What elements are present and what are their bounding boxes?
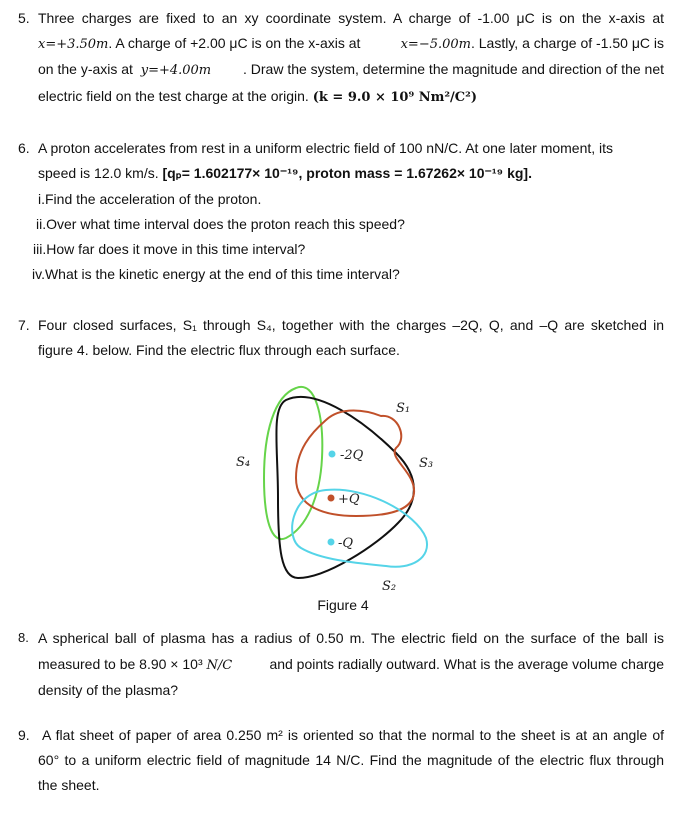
q8-line-3: density of the plasma? xyxy=(38,682,179,698)
q9-line-1: A flat sheet of paper of area 0.250 m² is oriented so that the normal to the sheet is at an angle of xyxy=(42,727,664,743)
q6-line-2: speed is 12.0 km/s. [qₚ= 1.602177× 10⁻¹⁹, proton mass = 1.67262× 10⁻¹⁹ kg]. xyxy=(38,165,532,181)
figure-4-diagram xyxy=(226,378,456,598)
q5-line-3: on the y-axis at y=+4.00m . Draw the system, determine the magnitude and direction of the net xyxy=(38,61,664,78)
question-number: 7. xyxy=(18,317,30,333)
charge-neg2q xyxy=(329,451,336,458)
constant-k: (k = 9.0 × 10⁹ Nm²/C²) xyxy=(312,90,477,105)
charge-label-posq: +Q xyxy=(338,492,360,507)
surface-label-s1: S₁ xyxy=(396,401,411,416)
q8-line-2: measured to be 8.90 × 10³ N/C and points radially outward. What is the average volume charge xyxy=(38,656,664,673)
question-number: 5. xyxy=(18,10,30,26)
q8-line-1: A spherical ball of plasma has a radius of 0.50 m. The electric field on the surface of the ball is xyxy=(38,630,664,646)
q7-line-1: Four closed surfaces, S₁ through S₄, together with the charges –2Q, Q, and –Q are sketched in xyxy=(38,317,664,333)
q5-line-2: x=+3.50m. A charge of +2.00 μC is on the x-axis at x=−5.00m. Lastly, a charge of -1.50 μC is xyxy=(38,35,664,52)
question-number: 6. xyxy=(18,140,30,156)
charge-label-negq: -Q xyxy=(338,536,354,551)
surface-label-s4: S₄ xyxy=(236,455,251,470)
q9-line-3: the sheet. xyxy=(38,777,100,793)
q6-item-i: i.Find the acceleration of the proton. xyxy=(38,191,262,207)
charge-posq xyxy=(328,495,335,502)
question-number: 9. xyxy=(18,727,30,743)
surface-label-s3: S₃ xyxy=(419,456,434,471)
q6-line-1: A proton accelerates from rest in a uniform electric field of 100 nN/C. At one later moment, its xyxy=(38,140,614,156)
figure-caption: Figure 4 xyxy=(317,597,369,613)
q6-item-ii: ii.Over what time interval does the proton reach this speed? xyxy=(36,216,405,232)
question-number: 8. xyxy=(18,630,29,645)
surface-label-s2: S₂ xyxy=(382,579,397,594)
q6-item-iv: iv.What is the kinetic energy at the end of this time interval? xyxy=(32,266,400,282)
q5-line-4: electric field on the test charge at the origin. (k = 9.0 × 10⁹ Nm²/C²) xyxy=(38,88,477,105)
q6-item-iii: iii.How far does it move in this time interval? xyxy=(33,241,306,257)
charge-label-neg2q: -2Q xyxy=(340,448,364,463)
q7-line-2: figure 4. below. Find the electric flux through each surface. xyxy=(38,342,400,358)
surface-s2 xyxy=(292,490,427,567)
q9-line-2: 60° to a uniform electric field of magnitude 14 N/C. Find the magnitude of the electric flux through xyxy=(38,752,664,768)
q5-line-1: Three charges are fixed to an xy coordinate system. A charge of -1.00 μC is on the x-axis at xyxy=(38,10,664,26)
charge-negq xyxy=(328,539,335,546)
